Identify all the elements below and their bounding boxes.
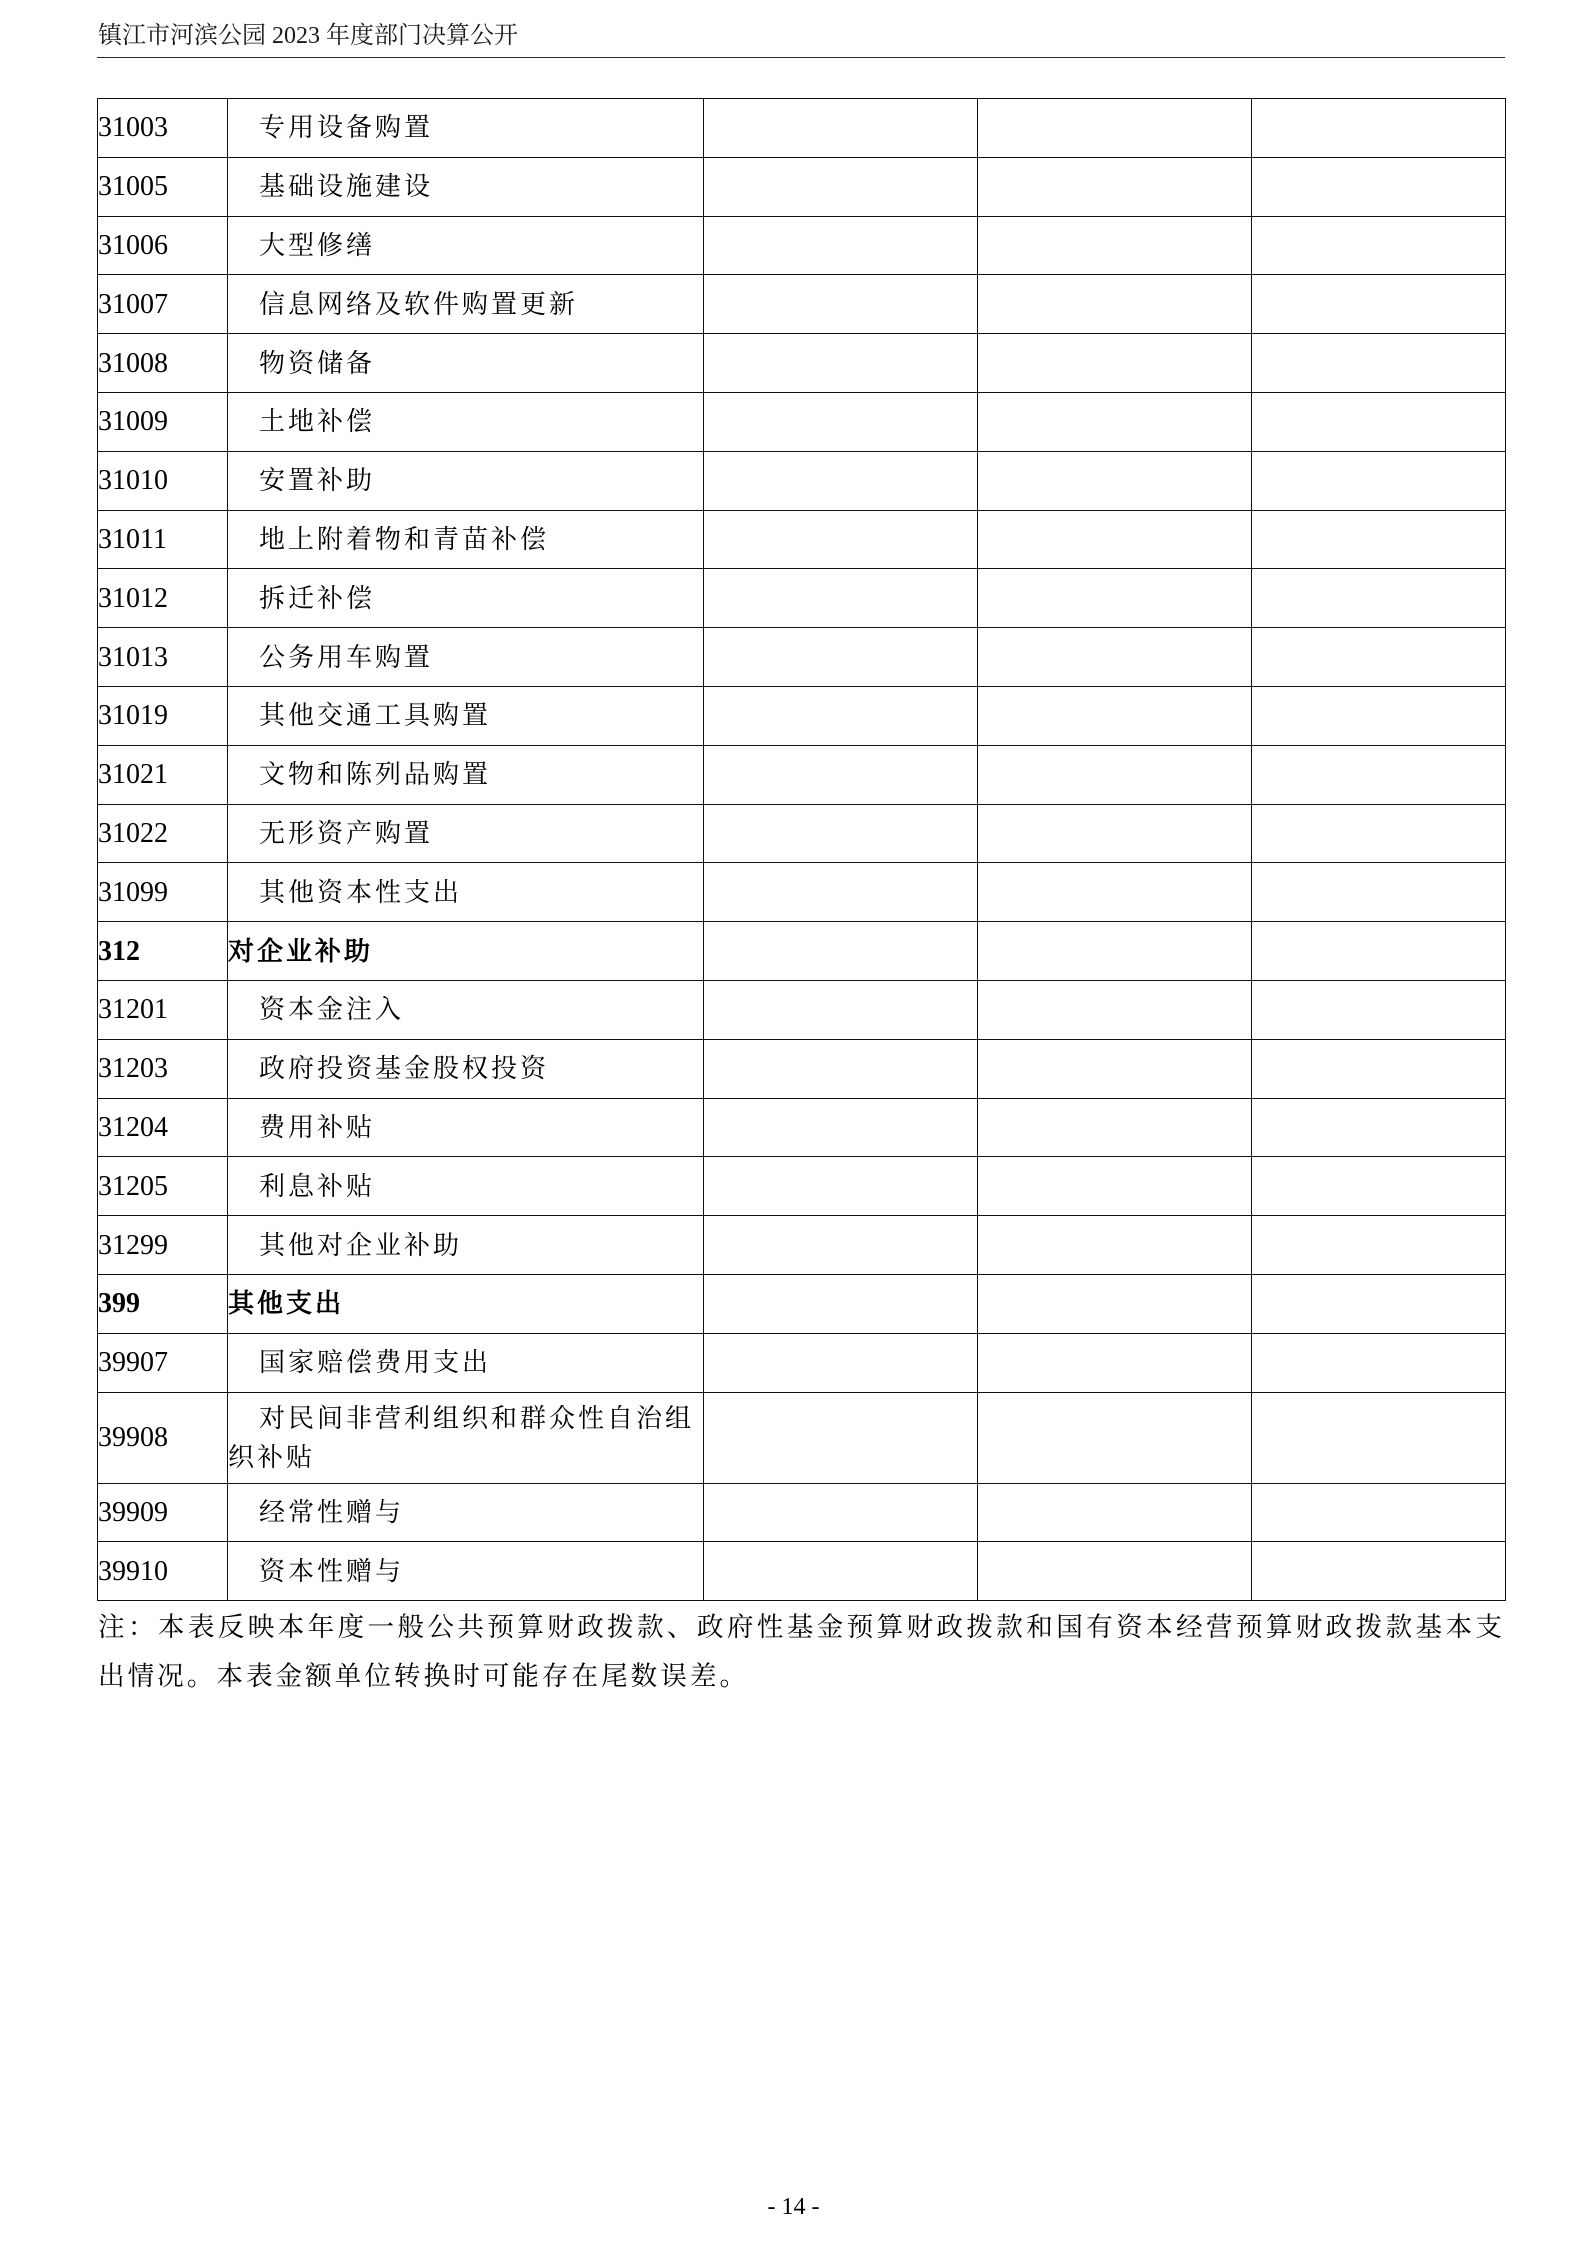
code-cell: 31008 (98, 334, 228, 393)
value-cell (978, 745, 1252, 804)
value-cell (704, 686, 978, 745)
value-cell (1252, 1483, 1506, 1542)
category-code-cell: 399 (98, 1274, 228, 1333)
value-cell (1252, 99, 1506, 158)
value-cell (978, 1274, 1252, 1333)
name-cell: 物资储备 (228, 334, 704, 393)
table-row (98, 334, 1506, 393)
value-cell (978, 922, 1252, 981)
value-cell (704, 99, 978, 158)
name-cell: 对民间非营利组织和群众性自治组织补贴 (228, 1392, 704, 1483)
name-cell: 利息补贴 (228, 1157, 704, 1216)
value-cell (1252, 216, 1506, 275)
value-cell (1252, 628, 1506, 687)
table-row (98, 1333, 1506, 1392)
value-cell (704, 451, 978, 510)
value-cell (704, 804, 978, 863)
value-cell (704, 1392, 978, 1483)
value-cell (1252, 980, 1506, 1039)
value-cell (1252, 392, 1506, 451)
value-cell (978, 334, 1252, 393)
value-cell (978, 980, 1252, 1039)
table-row (98, 628, 1506, 687)
value-cell (1252, 1392, 1506, 1483)
value-cell (978, 1216, 1252, 1275)
value-cell (704, 922, 978, 981)
name-cell: 资本金注入 (228, 980, 704, 1039)
table-row (98, 1039, 1506, 1098)
table-row (98, 1216, 1506, 1275)
table-row (98, 99, 1506, 158)
name-cell: 费用补贴 (228, 1098, 704, 1157)
value-cell (1252, 1216, 1506, 1275)
name-cell: 无形资产购置 (228, 804, 704, 863)
value-cell (1252, 451, 1506, 510)
code-cell: 31019 (98, 686, 228, 745)
value-cell (704, 863, 978, 922)
name-cell: 其他交通工具购置 (228, 686, 704, 745)
name-cell: 基础设施建设 (228, 157, 704, 216)
name-cell: 公务用车购置 (228, 628, 704, 687)
value-cell (704, 745, 978, 804)
value-cell (704, 1333, 978, 1392)
value-cell (704, 1542, 978, 1601)
value-cell (1252, 1039, 1506, 1098)
value-cell (1252, 1157, 1506, 1216)
name-cell: 其他资本性支出 (228, 863, 704, 922)
value-cell (978, 1333, 1252, 1392)
value-cell (1252, 922, 1506, 981)
table-row-category (98, 1274, 1506, 1333)
code-cell: 31022 (98, 804, 228, 863)
value-cell (1252, 863, 1506, 922)
table-row (98, 686, 1506, 745)
value-cell (704, 980, 978, 1039)
table-row (98, 510, 1506, 569)
value-cell (978, 392, 1252, 451)
code-cell: 31299 (98, 1216, 228, 1275)
code-cell: 39907 (98, 1333, 228, 1392)
code-cell: 31099 (98, 863, 228, 922)
name-cell: 政府投资基金股权投资 (228, 1039, 704, 1098)
value-cell (1252, 275, 1506, 334)
value-cell (978, 1483, 1252, 1542)
name-cell: 地上附着物和青苗补偿 (228, 510, 704, 569)
table-row (98, 392, 1506, 451)
value-cell (704, 392, 978, 451)
table-row (98, 451, 1506, 510)
value-cell (978, 1542, 1252, 1601)
value-cell (704, 510, 978, 569)
table-row (98, 1392, 1506, 1483)
value-cell (978, 569, 1252, 628)
code-cell: 31009 (98, 392, 228, 451)
value-cell (704, 216, 978, 275)
table-row (98, 216, 1506, 275)
value-cell (1252, 1274, 1506, 1333)
value-cell (978, 157, 1252, 216)
value-cell (704, 1039, 978, 1098)
code-cell: 31013 (98, 628, 228, 687)
value-cell (978, 686, 1252, 745)
value-cell (978, 1157, 1252, 1216)
value-cell (978, 804, 1252, 863)
value-cell (704, 1483, 978, 1542)
code-cell: 31021 (98, 745, 228, 804)
value-cell (1252, 1098, 1506, 1157)
name-cell: 拆迁补偿 (228, 569, 704, 628)
value-cell (704, 334, 978, 393)
value-cell (1252, 686, 1506, 745)
value-cell (978, 628, 1252, 687)
code-cell: 39908 (98, 1392, 228, 1483)
value-cell (1252, 1542, 1506, 1601)
value-cell (978, 1392, 1252, 1483)
table-row (98, 863, 1506, 922)
value-cell (978, 216, 1252, 275)
code-cell: 31010 (98, 451, 228, 510)
table-row (98, 1483, 1506, 1542)
code-cell: 31205 (98, 1157, 228, 1216)
value-cell (1252, 1333, 1506, 1392)
value-cell (978, 1039, 1252, 1098)
table-row (98, 157, 1506, 216)
code-cell: 31012 (98, 569, 228, 628)
code-cell: 31005 (98, 157, 228, 216)
value-cell (704, 157, 978, 216)
value-cell (704, 1274, 978, 1333)
value-cell (1252, 745, 1506, 804)
code-cell: 31201 (98, 980, 228, 1039)
table-row (98, 1157, 1506, 1216)
name-cell: 大型修缮 (228, 216, 704, 275)
name-cell: 经常性赠与 (228, 1483, 704, 1542)
value-cell (978, 99, 1252, 158)
value-cell (704, 1216, 978, 1275)
name-cell: 其他对企业补助 (228, 1216, 704, 1275)
name-cell: 专用设备购置 (228, 99, 704, 158)
code-cell: 39910 (98, 1542, 228, 1601)
code-cell: 39909 (98, 1483, 228, 1542)
value-cell (1252, 569, 1506, 628)
value-cell (1252, 334, 1506, 393)
value-cell (978, 510, 1252, 569)
value-cell (704, 628, 978, 687)
value-cell (978, 451, 1252, 510)
table-row (98, 745, 1506, 804)
value-cell (1252, 157, 1506, 216)
value-cell (978, 863, 1252, 922)
table-note: 注：本表反映本年度一般公共预算财政拨款、政府性基金预算财政拨款和国有资本经营预算财政拨款基本支出情况。本表金额单位转换时可能存在尾数误差。 (98, 1612, 1505, 1691)
table-row (98, 569, 1506, 628)
code-cell: 31204 (98, 1098, 228, 1157)
name-cell: 安置补助 (228, 451, 704, 510)
name-cell: 文物和陈列品购置 (228, 745, 704, 804)
table-row (98, 1098, 1506, 1157)
table-row-category (98, 922, 1506, 981)
table-row (98, 804, 1506, 863)
code-cell: 31203 (98, 1039, 228, 1098)
name-cell: 国家赔偿费用支出 (228, 1333, 704, 1392)
budget-table (97, 98, 1506, 1601)
value-cell (1252, 804, 1506, 863)
value-cell (704, 1098, 978, 1157)
value-cell (978, 1098, 1252, 1157)
value-cell (704, 569, 978, 628)
table-row (98, 275, 1506, 334)
name-cell: 资本性赠与 (228, 1542, 704, 1601)
table-row (98, 980, 1506, 1039)
name-cell: 信息网络及软件购置更新 (228, 275, 704, 334)
category-name-cell: 对企业补助 (228, 922, 704, 981)
category-code-cell: 312 (98, 922, 228, 981)
name-cell: 土地补偿 (228, 392, 704, 451)
code-cell: 31011 (98, 510, 228, 569)
page-number: - 14 - (767, 2194, 820, 2220)
value-cell (704, 1157, 978, 1216)
page-header-title: 镇江市河滨公园 2023 年度部门决算公开 (98, 23, 518, 49)
table-row (98, 1542, 1506, 1601)
category-name-cell: 其他支出 (228, 1274, 704, 1333)
value-cell (704, 275, 978, 334)
code-cell: 31006 (98, 216, 228, 275)
value-cell (978, 275, 1252, 334)
code-cell: 31007 (98, 275, 228, 334)
header-divider (97, 57, 1505, 58)
value-cell (1252, 510, 1506, 569)
code-cell: 31003 (98, 99, 228, 158)
